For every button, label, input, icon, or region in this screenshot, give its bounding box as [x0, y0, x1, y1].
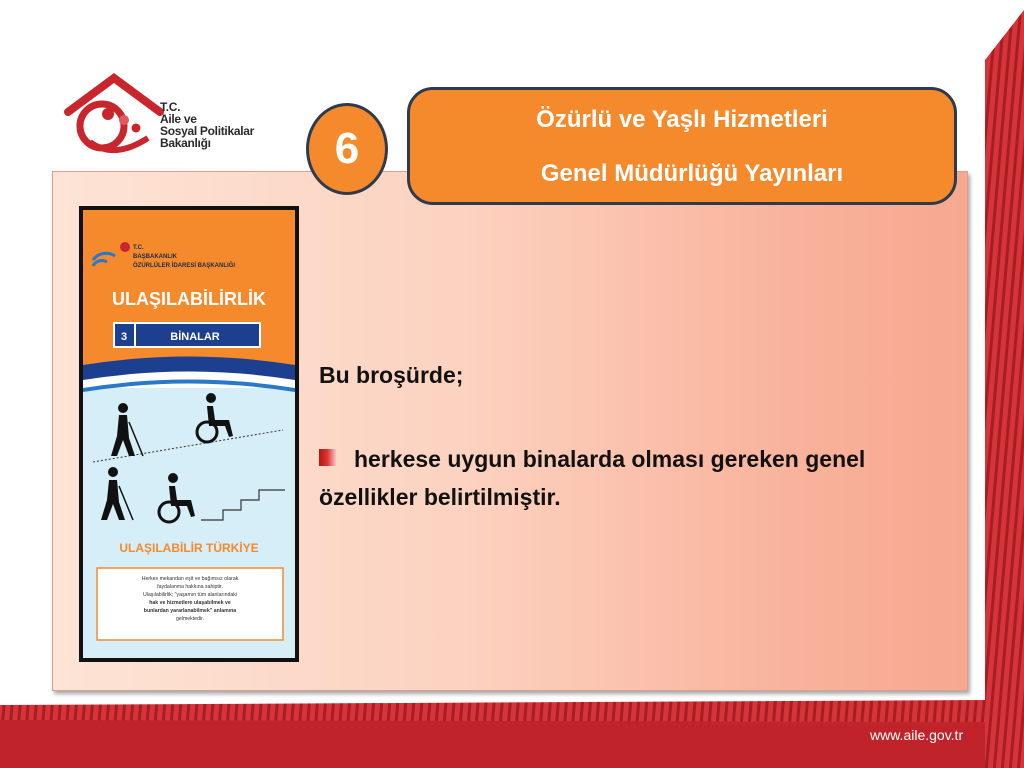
bullet-square-icon — [319, 449, 336, 466]
bullet-text: herkese uygun binalarda olması gereken genel özellikler belirtilmiştir. — [319, 446, 866, 510]
brochure-volume-number: 3 — [120, 331, 128, 343]
ministry-name — [160, 101, 254, 149]
brochure-title: ULAŞILABİLİRLİK — [112, 289, 266, 309]
title-line-2: Genel Müdürlüğü Yayınları — [540, 160, 844, 187]
title-line-1: Özürlü ve Yaşlı Hizmetleri — [536, 106, 828, 133]
bullet-paragraph — [319, 440, 939, 516]
ministry-line: Sosyal Politikalar — [160, 124, 254, 138]
brochure-note-line: hak ve hizmetlere ulaşabilmek ve — [149, 600, 231, 606]
ministry-line: Bakanlığı — [160, 136, 211, 150]
slide-number-badge — [306, 103, 388, 195]
ministry-line: T.C. — [160, 100, 181, 114]
title-box — [407, 87, 957, 205]
footer-url[interactable]: www.aile.gov.tr — [870, 727, 964, 743]
brochure-header-line: ÖZÜRLÜLER İDARESİ BAŞKANLIĞI — [133, 263, 235, 269]
brochure-slogan: ULAŞILABİLİR TÜRKİYE — [119, 541, 259, 555]
ministry-line: Aile ve — [160, 112, 197, 126]
brochure-note-line: Herkes mekandan eşit ve bağımsız olarak — [141, 576, 239, 582]
brochure-cover-image — [79, 206, 299, 662]
brochure-note-line: gelmektedir. — [176, 616, 204, 622]
brochure-header-line: BAŞBAKANLIK — [133, 254, 177, 260]
brochure-note-line: faydalanma hakkına sahiptir. — [157, 584, 223, 590]
brochure-volume-title: BİNALAR — [170, 331, 220, 343]
brochure-header-line: T.C. — [133, 245, 144, 251]
intro-text: Bu broşürde; — [319, 362, 464, 388]
brochure-note-line: Ulaşılabilirlik; "yaşamın tüm alanlarındaki — [142, 592, 238, 598]
brochure-cover-art — [83, 210, 295, 658]
slide-number: 6 — [334, 124, 360, 173]
brochure-note-line: bunlardan yararlanabilmek" anlamına — [143, 608, 237, 614]
